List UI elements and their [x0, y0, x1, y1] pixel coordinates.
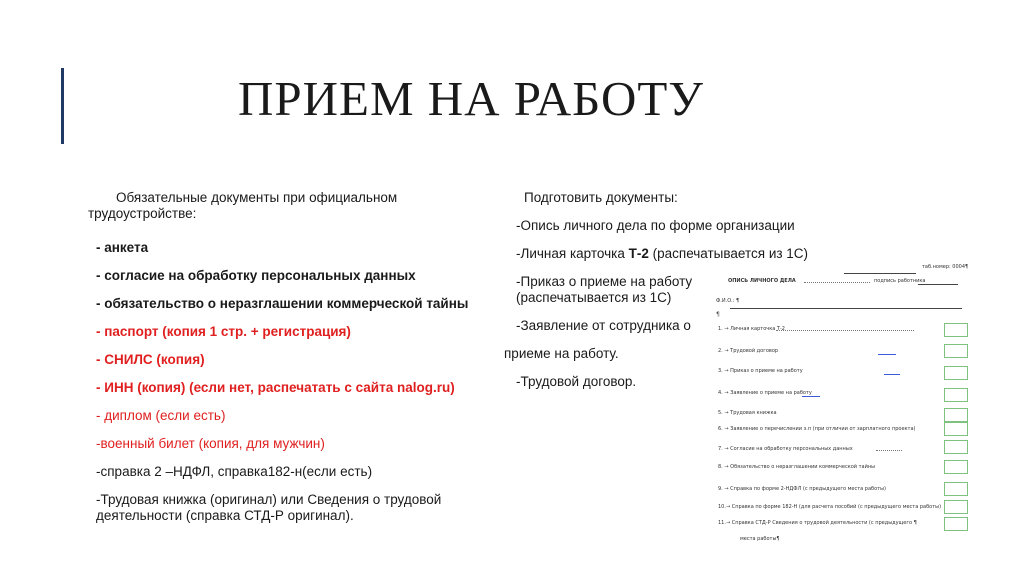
- form-row: 7. → Согласие на обработку персональных данных: [718, 446, 853, 452]
- check-box: [944, 422, 968, 436]
- form-row: 3. → Приказ о приеме на работу: [718, 368, 803, 374]
- header-rule: [844, 273, 916, 274]
- slide-title: ПРИЕМ НА РАБОТУ: [238, 71, 704, 126]
- list-item: -справка 2 –НДФЛ, справка182-н(если есть): [96, 464, 373, 479]
- list-item: (распечатывается из 1С): [516, 290, 672, 305]
- check-box: [944, 500, 968, 514]
- list-item: -Личная карточка Т-2 (распечатывается из 1С): [516, 246, 809, 261]
- check-box: [944, 366, 968, 380]
- list-item: приеме на работу.: [504, 346, 619, 361]
- form-header: ОПИСЬ ЛИЧНОГО ДЕЛА: [728, 278, 796, 284]
- check-box: [944, 460, 968, 474]
- list-item: -Трудовой договор.: [516, 374, 637, 389]
- required-documents-list: [88, 190, 480, 536]
- list-item: - обязательство о неразглашении коммерческой тайны: [96, 296, 469, 311]
- prepare-documents-heading: Подготовить документы:: [524, 190, 678, 205]
- check-box: [944, 482, 968, 496]
- list-item: -Заявление от сотрудника о: [516, 318, 691, 333]
- form-row: 4. → Заявление о приеме на работу: [718, 390, 812, 396]
- list-item: -Трудовая книжка (оригинал) или Сведения о трудовой деятельности (справка СТД-Р оригинал).: [96, 492, 442, 523]
- fio-rule: [730, 308, 962, 309]
- form-row: 9. → Справка по форме 2-НДФЛ (с предыдущего места работы): [718, 486, 886, 492]
- pilcrow: ¶: [716, 311, 720, 318]
- list-item: - ИНН (копия) (если нет, распечатать с сайта nalog.ru): [96, 380, 455, 395]
- list-item: -военный билет (копия, для мужчин): [96, 436, 325, 451]
- form-row: 2. → Трудовой договор: [718, 348, 779, 354]
- signature-rule: [918, 284, 958, 285]
- list-item: - СНИЛС (копия): [96, 352, 205, 367]
- check-box: [944, 344, 968, 358]
- personal-file-inventory-form-image: [708, 262, 976, 558]
- row-dotline: [776, 330, 914, 331]
- form-row: места работы¶: [740, 536, 780, 542]
- row-link: [878, 354, 896, 355]
- check-box: [944, 323, 968, 337]
- form-row: 1. → Личная карточка Т-2: [718, 326, 785, 332]
- list-item: -Приказ о приеме на работу: [516, 274, 693, 289]
- form-row: 8. → Обязательство о неразглашении коммерческой тайны: [718, 464, 876, 470]
- header-dotline: [804, 282, 870, 283]
- check-box: [944, 388, 968, 402]
- check-box: [944, 440, 968, 454]
- row-link: [884, 374, 900, 375]
- list-item: - паспорт (копия 1 стр. + регистрация): [96, 324, 351, 339]
- fio-label: Ф.И.О.: ¶: [716, 298, 740, 304]
- check-box: [944, 408, 968, 422]
- title-accent-bar: [61, 68, 64, 144]
- required-documents-intro: Обязательные документы при официальном трудоустройстве:: [88, 190, 398, 221]
- list-item: -Опись личного дела по форме организации: [516, 218, 795, 233]
- form-row: 11.→ Справка СТД-Р Сведения о трудовой деятельности (с предыдущего ¶: [718, 520, 917, 526]
- row-link: [802, 396, 820, 397]
- signature-label: подпись работника: [874, 278, 926, 284]
- list-item: - анкета: [96, 240, 149, 255]
- row-dotline: [876, 450, 902, 451]
- list-item: - диплом (если есть): [96, 408, 226, 423]
- list-item: - согласие на обработку персональных данных: [96, 268, 416, 283]
- form-row: 10.→ Справка по форме 182-Н (для расчета пособий (с предыдущего места работы): [718, 504, 942, 510]
- tab-number: таб.номер: 0004¶: [922, 264, 969, 270]
- check-box: [944, 517, 968, 531]
- form-row: 5. → Трудовая книжка: [718, 410, 777, 416]
- form-row: 6. → Заявление о перечислении з.п (при отличии от зарплатного проекта): [718, 426, 916, 432]
